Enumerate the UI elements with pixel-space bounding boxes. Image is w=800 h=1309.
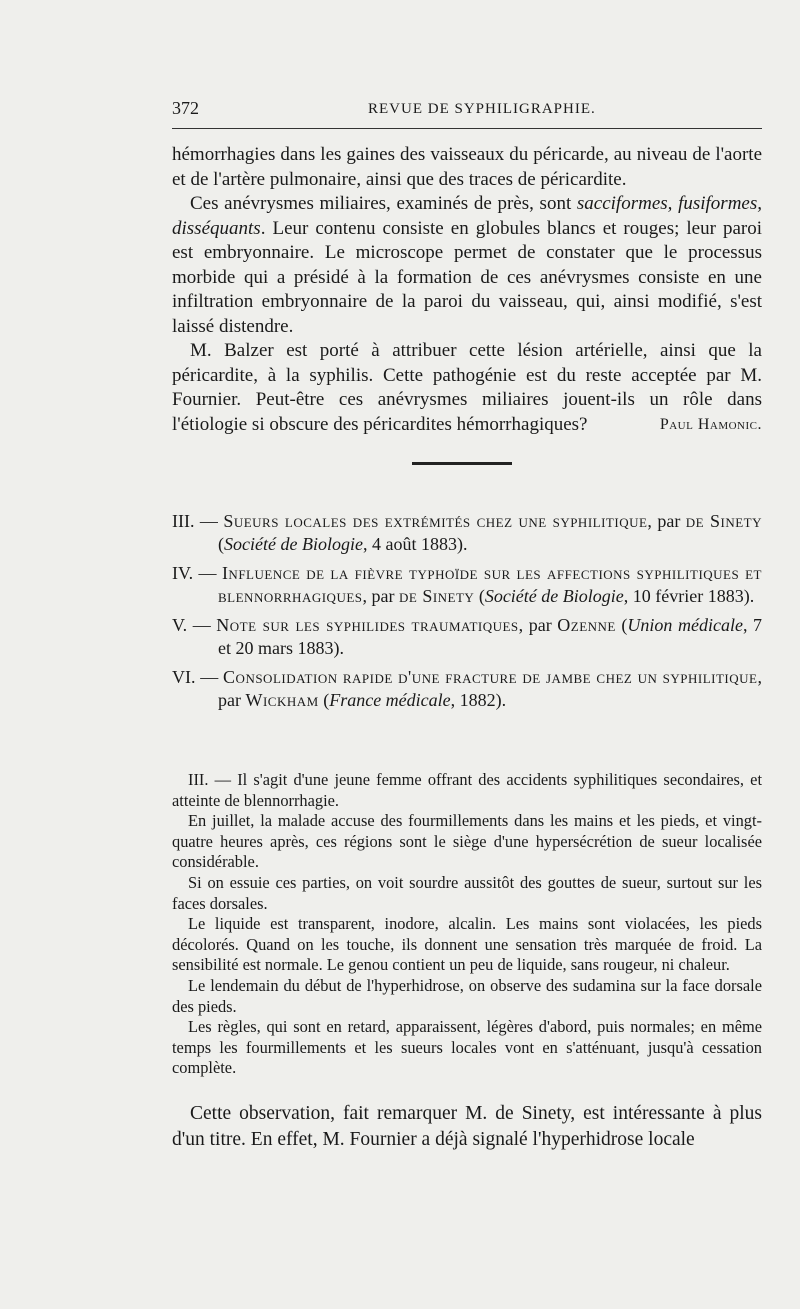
case-paragraph: Le lendemain du début de l'hyperhidrose, on observe des sudamina sur la face dorsale des pieds.	[172, 975, 762, 1016]
author-signature: Paul Hamonic.	[659, 415, 762, 433]
running-title: REVUE DE SYPHILIGRAPHIE.	[368, 101, 596, 117]
paragraph-2: Ces anévrysmes miliaires, examinés de près, sont sacciformes, fusiformes, disséquants. Leur contenu consiste en globules blancs et rouges; leur paroi est embryonnaire. Le microscope permet de constater que le processus morbide qui a présidé à la formation de ces anévrysmes consiste en une infiltration embryonnaire de la paroi du vaisseau, qui, ainsi modifié, s'est laissé distendre.	[172, 193, 762, 337]
case-paragraph: Les règles, qui sont en retard, apparaissent, légères d'abord, puis normales; en même temps les fourmillements et les sueurs locales vont en s'atténuant, jusqu'à cessation complète.	[172, 1017, 762, 1078]
paragraph-1: hémorrhagies dans les gaines des vaisseaux du péricarde, au niveau de l'aorte et de l'artère pulmonaire, ainsi que des traces de péricardite.	[172, 144, 762, 190]
main-text	[172, 143, 762, 437]
page-number: 372	[172, 98, 199, 118]
case-paragraph: III. — Il s'agit d'une jeune femme offrant des accidents syphilitiques secondaires, et atteinte de blennorrhagie.	[172, 770, 762, 810]
case-report	[172, 770, 762, 1079]
case-paragraph: Le liquide est transparent, inodore, alcalin. Les mains sont violacées, les pieds décolorés. Quand on les touche, ils donnent une sensation très marquée de froid. La sensibilité est normale. Le genou contient un peu de liquide, sans rougeur, ni chaleur.	[172, 914, 762, 975]
bibliography-entry: III. — Sueurs locales des extrémités chez une syphilitique, par de Sinety (Société de Biologie, 4 août 1883).	[172, 511, 762, 554]
running-header	[172, 98, 762, 122]
italic-terms: sacciformes, fusiformes, disséquants	[172, 193, 762, 239]
case-paragraph: Si on essuie ces parties, on voit sourdre aussitôt des gouttes de sueur, surtout sur les faces dorsales.	[172, 872, 762, 913]
header-rule	[172, 128, 762, 129]
case-paragraph: En juillet, la malade accuse des fourmillements dans les mains et les pieds, et vingt-quatre heures après, ces régions sont le siège d'une hypersécrétion de sueur localisée considérable.	[172, 811, 762, 872]
bibliography-entry: V. — Note sur les syphilides traumatiques, par Ozenne (Union médicale, 7 et 20 mars 1883).	[172, 615, 763, 658]
bibliography-entry: IV. — Influence de la fièvre typhoïde sur les affections syphilitiques et blennorrhagiques, par de Sinety (Société de Biologie, 10 février 1883).	[172, 563, 762, 606]
closing-paragraph: Cette observation, fait remarquer M. de Sinety, est intéressante à plus d'un titre. En effet, M. Fournier a déjà signalé l'hyperhidrose locale	[172, 1103, 762, 1150]
paragraph-3: M. Balzer est porté à attribuer cette lésion artérielle, ainsi que la péricardite, à la syphilis. Cette pathogénie est du reste acceptée par M. Fournier. Peut-être ces anévrysmes miliaires jouent-ils un rôle dans l'étiologie si obscure des péricardites hémorrhagiques? Paul Hamonic.	[172, 339, 762, 437]
bibliography-entry: VI. — Consolidation rapide d'une fracture de jambe chez un syphilitique, par Wickham (France médicale, 1882).	[172, 667, 762, 710]
section-divider	[412, 462, 512, 465]
bibliography-list	[172, 510, 762, 718]
closing-text	[172, 1101, 762, 1153]
